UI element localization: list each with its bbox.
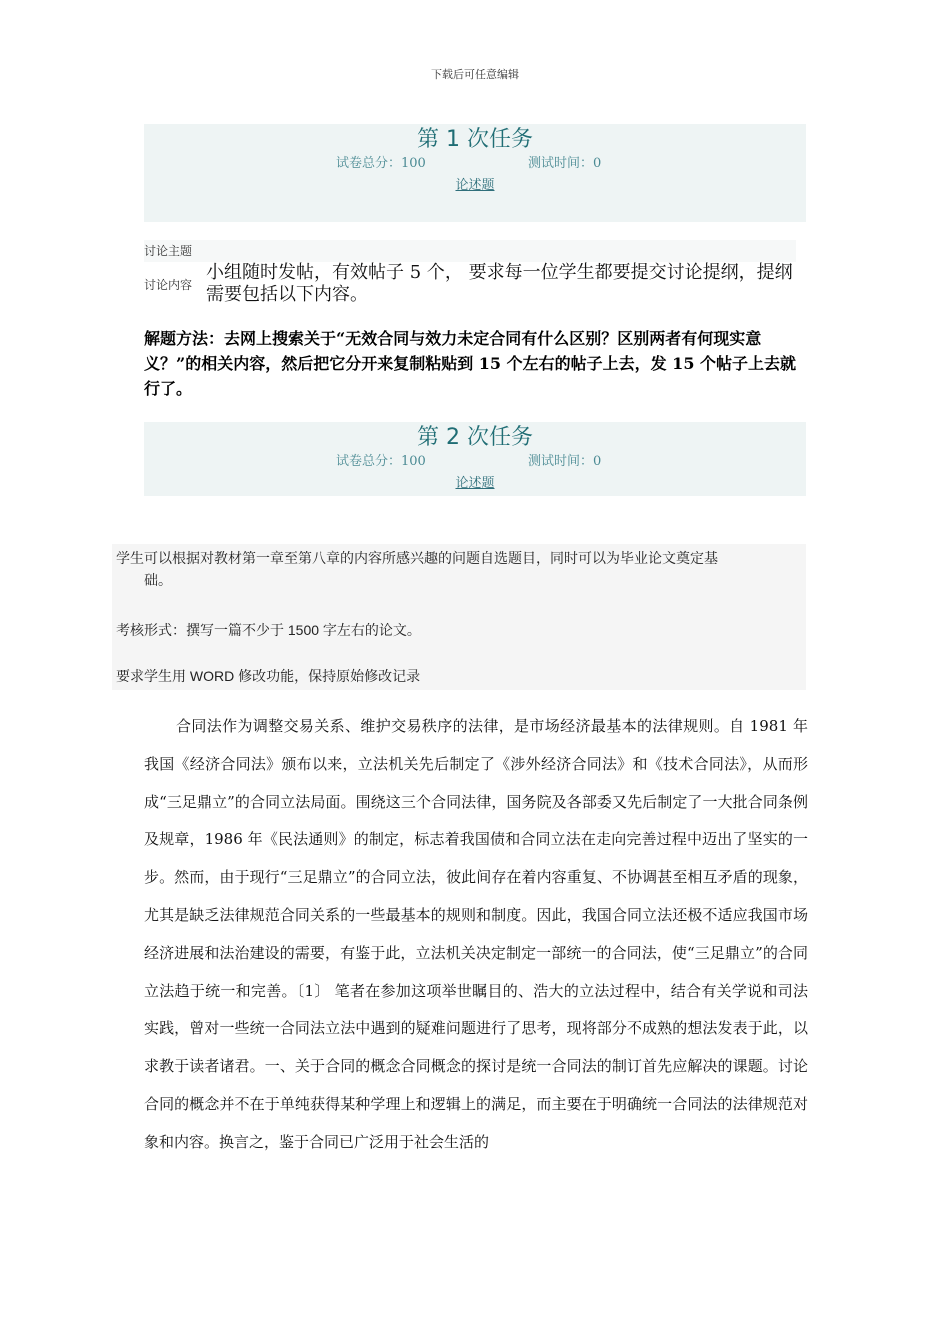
discussion-content-text: 小组随时发帖，有效帖子 5 个， 要求每一位学生都要提交讨论提纲，提纲需要包括以下内容。: [206, 262, 793, 305]
task-2-score: 试卷总分：100: [336, 454, 426, 469]
solution-method: 解题方法：去网上搜索关于“无效合同与效力未定合同有什么区别？区别两者有何现实意义？”的相关内容，然后把它分开来复制粘贴到 15 个左右的帖子上去，发 15 个帖子上去就行了。: [144, 329, 797, 398]
discussion-topic-label: 讨论主题: [144, 244, 193, 258]
requirement-topic-line2: 础。: [144, 572, 172, 588]
task-2-panel: [144, 422, 806, 496]
requirement-topic-line1: 学生可以根据对教材第一章至第八章的内容所感兴趣的问题自选题目，同时可以为毕业论文奠定基: [116, 550, 718, 566]
task-1-score: 试卷总分：100: [336, 156, 426, 171]
task-1-time: 测试时间：0: [528, 156, 602, 171]
task-2-title: 第 2 次任务: [417, 425, 533, 450]
task-2-time: 测试时间：0: [528, 454, 602, 469]
task-1-essay-link[interactable]: 论述题: [455, 178, 495, 193]
discussion-topic-row: [144, 240, 796, 262]
essay-body: 合同法作为调整交易关系、维护交易秩序的法律，是市场经济最基本的法律规则。自 1981 年我国《经济合同法》颁布以来，立法机关先后制定了《涉外经济合同法》和《技术合同法》，从而形成“三足鼎立”的合同立法局面。围绕这三个合同法律，国务院及各部委又先后制定了一大批合同条例及规章，1986 年《民法通则》的制定，标志着我国债和合同立法在走向完善过程中迈出了坚实的一步。然而，由于现行“三足鼎立”的合同立法，彼此间存在着内容重复、不协调甚至相互矛盾的现象，尤其是缺乏法律规范合同关系的一些最基本的规则和制度。因此，我国合同立法还极不适应我国市场经济进展和法治建设的需要，有鉴于此，立法机关决定制定一部统一的合同法，使“三足鼎立”的合同立法趋于统一和完善。〔1〕 笔者在参加这项举世瞩目的、浩大的立法过程中，结合有关学说和司法实践，曾对一些统一合同法立法中遇到的疑难问题进行了思考，现将部分不成熟的想法发表于此，以求教于读者诸君。一、关于合同的概念合同概念的探讨是统一合同法的制订首先应解决的课题。讨论合同的概念并不在于单纯获得某种学理上和逻辑上的满足，而主要在于明确统一合同法的法律规范对象和内容。换言之，鉴于合同已广泛用于社会生活的: [144, 717, 808, 1151]
discussion-content-label: 讨论内容: [144, 278, 193, 292]
requirement-format: 考核形式：撰写一篇不少于 1500 字左右的论文。: [116, 622, 421, 638]
task-2-meta: [144, 452, 806, 474]
task-2-essay-link[interactable]: 论述题: [455, 476, 495, 491]
task-1-panel: [144, 124, 806, 222]
task-1-meta: [144, 154, 806, 176]
requirement-topic: [116, 547, 806, 591]
task-1-title: 第 1 次任务: [417, 127, 533, 152]
header-note: 下载后可任意编辑: [431, 68, 519, 81]
requirement-word: 要求学生用 WORD 修改功能，保持原始修改记录: [116, 668, 421, 684]
